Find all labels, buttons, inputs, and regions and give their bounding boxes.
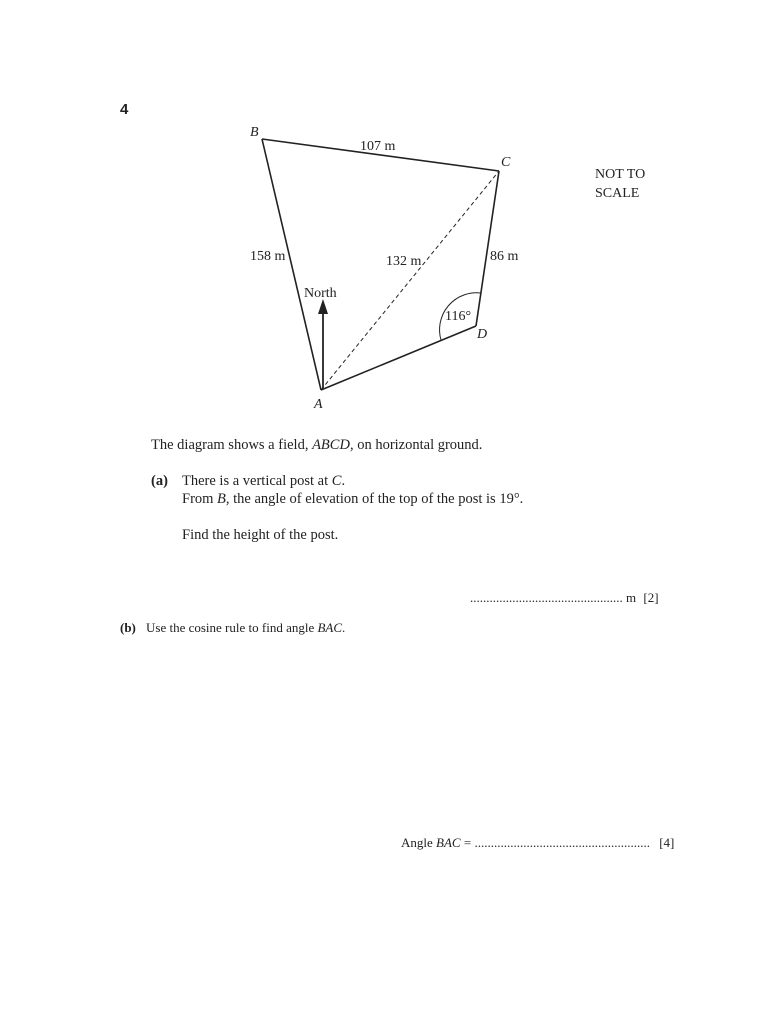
diagonal-ac [321, 171, 499, 390]
part-b-answer-pre: Angle [401, 835, 437, 850]
part-a-line-2-pre: From [182, 491, 218, 507]
part-b-answer-var: BAC [436, 835, 461, 850]
part-a-label: (a) [151, 473, 168, 489]
part-a-answer-line [470, 590, 659, 606]
part-b-text-pre: Use the cosine rule to find angle [146, 620, 318, 635]
intro-field-name: ABCD [312, 437, 350, 453]
part-a-line-2-post: , the angle of elevation of the top of the post is 19°. [225, 491, 524, 507]
part-b-text [146, 620, 345, 636]
angle-d-label: 116° [445, 309, 472, 324]
north-arrow-icon [318, 299, 328, 314]
part-a-answer-dots[interactable]: ............................................... [470, 590, 623, 605]
part-a-line-3: Find the height of the post. [182, 527, 339, 543]
intro-text [151, 437, 482, 454]
part-b-marks: [4] [659, 835, 675, 850]
side-ad [321, 326, 476, 390]
not-to-scale-note [595, 165, 645, 203]
length-cd-label: 86 m [490, 249, 519, 264]
part-a-line-1-pre: There is a vertical post at [182, 473, 332, 489]
north-label: North [304, 286, 337, 301]
part-b-text-post: . [342, 620, 346, 635]
question-number: 4 [120, 101, 129, 118]
intro-pre: The diagram shows a field, [151, 437, 313, 453]
length-ac-label: 132 m [386, 254, 422, 269]
part-a-line-1 [182, 473, 345, 490]
part-b-answer-line [401, 835, 674, 851]
part-b-text-var: BAC [317, 620, 343, 635]
point-d-label: D [477, 327, 488, 342]
part-a-line-1-post: . [341, 473, 346, 489]
length-bc-label: 107 m [360, 139, 396, 154]
point-b-label: B [250, 125, 259, 140]
part-a-answer-unit: m [626, 590, 637, 605]
intro-post: , on horizontal ground. [349, 437, 483, 453]
part-a-line-2-var: B [217, 491, 226, 507]
length-ab-label: 158 m [250, 249, 286, 264]
point-a-label: A [314, 397, 323, 412]
part-b-label: (b) [120, 620, 136, 635]
side-ab [262, 139, 321, 390]
note-line-1: NOT TO [595, 167, 646, 182]
field-diagram [0, 0, 768, 420]
part-b-answer-eq: = [460, 835, 475, 850]
part-a-marks: [2] [643, 590, 659, 605]
part-a-line-1-var: C [331, 473, 342, 489]
part-b-answer-dots[interactable]: ...................................................... [474, 835, 650, 850]
part-a-line-2 [182, 491, 523, 508]
point-c-label: C [501, 155, 511, 170]
note-line-2: SCALE [595, 186, 640, 201]
